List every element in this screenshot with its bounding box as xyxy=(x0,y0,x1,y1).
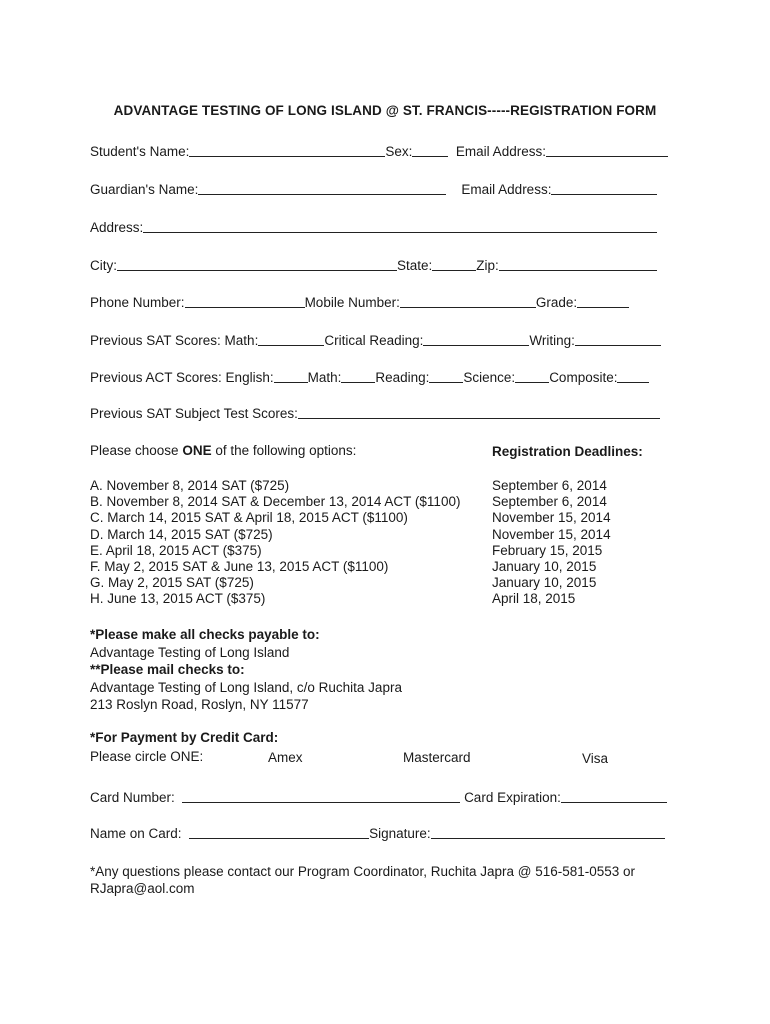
guardian-row xyxy=(90,180,672,200)
act-reading-field[interactable] xyxy=(429,368,463,383)
sat-critical-reading-field[interactable] xyxy=(423,331,529,346)
sat-math-field[interactable] xyxy=(258,331,324,346)
act-composite-label: Composite: xyxy=(549,370,618,385)
option-item[interactable]: G. May 2, 2015 SAT ($725) xyxy=(90,575,254,591)
signature-label: Signature: xyxy=(369,826,431,841)
student-row xyxy=(90,142,672,162)
sat-subject-label: Previous SAT Subject Test Scores: xyxy=(90,406,298,421)
student-name-label: Student's Name: xyxy=(90,144,190,159)
grade-label: Grade: xyxy=(535,295,578,310)
deadline-item: April 18, 2015 xyxy=(492,591,576,607)
deadline-item: January 10, 2015 xyxy=(492,559,597,575)
act-english-field[interactable] xyxy=(274,368,308,383)
checks-payable-heading: *Please make all checks payable to: xyxy=(90,627,320,642)
student-email-label: Email Address: xyxy=(455,144,546,159)
deadline-item: February 15, 2015 xyxy=(492,542,603,558)
act-scores-row xyxy=(90,368,672,388)
card-number-field[interactable] xyxy=(182,788,460,803)
sat-writing-label: Writing: xyxy=(529,333,575,348)
student-email-field[interactable] xyxy=(546,142,668,157)
sat-subject-field[interactable] xyxy=(298,404,660,419)
act-math-label: Math: xyxy=(307,370,342,385)
sex-field[interactable] xyxy=(412,142,448,157)
deadline-item: September 6, 2014 xyxy=(492,494,607,510)
card-expiration-label: Card Expiration: xyxy=(464,790,561,805)
option-item[interactable]: D. March 14, 2015 SAT ($725) xyxy=(90,526,273,542)
contact-footer xyxy=(90,863,635,897)
deadline-item: September 6, 2014 xyxy=(492,478,607,493)
contact-line1: *Any questions please contact our Program Coordinator, Ruchita Japra @ 516-581-0553 or xyxy=(90,864,636,879)
name-on-card-field[interactable] xyxy=(189,824,369,839)
phone-row xyxy=(90,293,672,313)
state-field[interactable] xyxy=(432,256,476,271)
options-instruction-suffix: of the following options: xyxy=(211,443,357,458)
mail-address-line2: 213 Roslyn Road, Roslyn, NY 11577 xyxy=(90,697,309,712)
act-science-label: Science: xyxy=(463,370,516,385)
phone-field[interactable] xyxy=(185,293,305,308)
grade-field[interactable] xyxy=(577,293,629,308)
sat-scores-row xyxy=(90,331,672,351)
address-label: Address: xyxy=(90,220,144,235)
mail-checks-heading: **Please mail checks to: xyxy=(90,662,245,677)
act-science-field[interactable] xyxy=(515,368,549,383)
deadlines-heading: Registration Deadlines: xyxy=(492,444,643,459)
checks-payable-to: Advantage Testing of Long Island xyxy=(90,644,290,660)
option-item[interactable]: H. June 13, 2015 ACT ($375) xyxy=(90,591,266,607)
act-composite-field[interactable] xyxy=(617,368,649,383)
act-english-label: Previous ACT Scores: English: xyxy=(90,370,274,385)
city-row xyxy=(90,256,672,276)
guardian-name-label: Guardian's Name: xyxy=(90,182,199,197)
option-item[interactable]: A. November 8, 2014 SAT ($725) xyxy=(90,478,290,493)
act-reading-label: Reading: xyxy=(375,370,430,385)
zip-label: Zip: xyxy=(476,258,499,273)
signature-field[interactable] xyxy=(431,824,665,839)
phone-label: Phone Number: xyxy=(90,295,185,310)
deadlines-list xyxy=(492,478,611,608)
act-math-field[interactable] xyxy=(341,368,375,383)
sat-writing-field[interactable] xyxy=(575,331,661,346)
circle-one-label: Please circle ONE: xyxy=(90,749,204,764)
city-label: City: xyxy=(90,258,117,273)
guardian-email-field[interactable] xyxy=(551,180,657,195)
option-item[interactable]: C. March 14, 2015 SAT & April 18, 2015 ACT ($1100) xyxy=(90,510,408,526)
form-title: ADVANTAGE TESTING OF LONG ISLAND @ ST. FRANCIS-----REGISTRATION FORM xyxy=(113,103,657,118)
options-instruction-bold: ONE xyxy=(182,443,212,458)
options-instruction xyxy=(90,443,356,458)
contact-email[interactable]: RJapra@aol.com xyxy=(90,881,195,896)
option-item[interactable]: B. November 8, 2014 SAT & December 13, 2014 ACT ($1100) xyxy=(90,494,461,510)
card-option-amex[interactable]: Amex xyxy=(268,750,303,765)
city-field[interactable] xyxy=(117,256,397,271)
sat-subject-row xyxy=(90,404,672,424)
name-on-card-row xyxy=(90,824,672,844)
deadline-item: November 15, 2014 xyxy=(492,526,611,542)
checks-section xyxy=(90,626,402,714)
option-item[interactable]: E. April 18, 2015 ACT ($375) xyxy=(90,542,262,558)
card-number-row xyxy=(90,788,672,808)
credit-card-heading: *For Payment by Credit Card: xyxy=(90,730,279,745)
student-name-field[interactable] xyxy=(189,142,385,157)
mail-address-line1: Advantage Testing of Long Island, c/o Ruchita Japra xyxy=(90,679,402,695)
option-item[interactable]: F. May 2, 2015 SAT & June 13, 2015 ACT ($1100) xyxy=(90,559,389,575)
card-option-mastercard[interactable]: Mastercard xyxy=(403,750,471,765)
sat-critical-reading-label: Critical Reading: xyxy=(324,333,424,348)
mobile-field[interactable] xyxy=(400,293,536,308)
address-row xyxy=(90,218,672,238)
card-expiration-field[interactable] xyxy=(561,788,667,803)
address-field[interactable] xyxy=(143,218,657,233)
guardian-name-field[interactable] xyxy=(198,180,446,195)
options-list xyxy=(90,478,460,608)
sat-math-label: Previous SAT Scores: Math: xyxy=(90,333,259,348)
sex-label: Sex: xyxy=(385,144,413,159)
mobile-label: Mobile Number: xyxy=(304,295,400,310)
deadline-item: January 10, 2015 xyxy=(492,575,597,591)
guardian-email-label: Email Address: xyxy=(461,182,552,197)
name-on-card-label: Name on Card: xyxy=(90,826,182,841)
options-instruction-prefix: Please choose xyxy=(90,443,183,458)
state-label: State: xyxy=(397,258,433,273)
zip-field[interactable] xyxy=(499,256,657,271)
card-number-label: Card Number: xyxy=(90,790,175,805)
card-option-visa[interactable]: Visa xyxy=(582,751,609,766)
deadline-item: November 15, 2014 xyxy=(492,510,611,526)
